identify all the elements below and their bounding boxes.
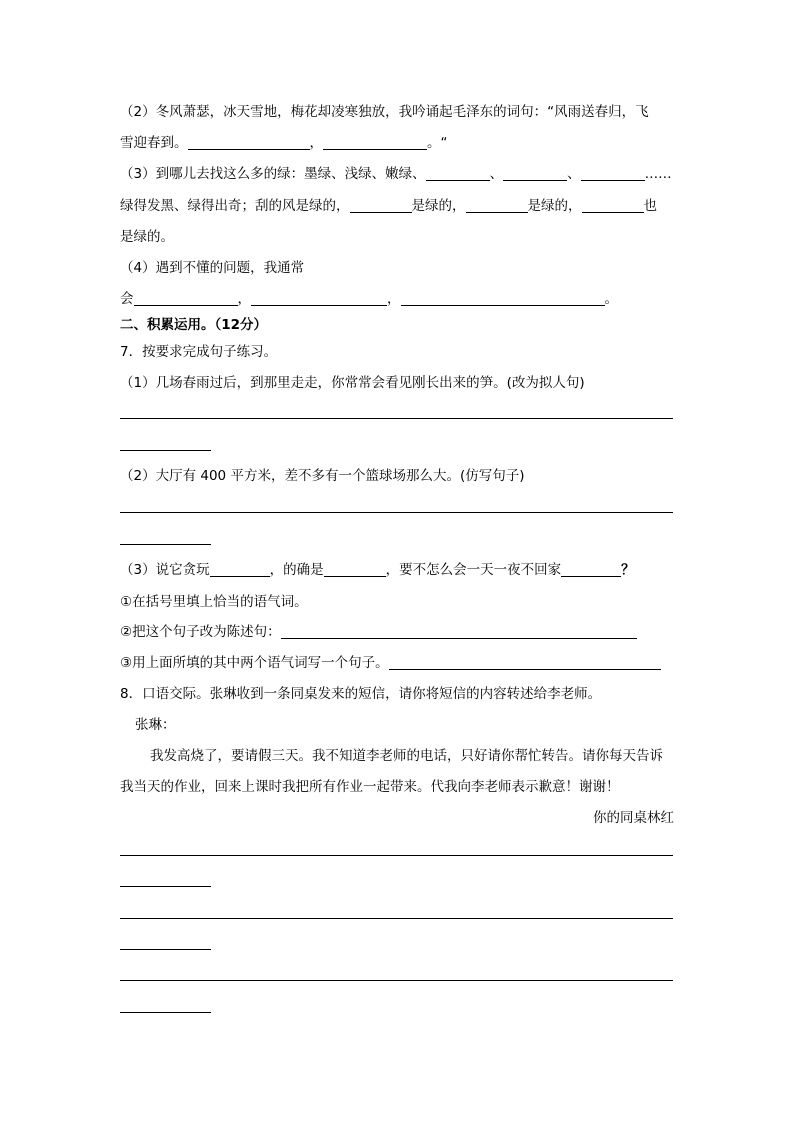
q8-body-line1 — [150, 746, 674, 766]
q6-item2-text-start: 雪迎春到。 — [120, 135, 188, 151]
q6-item3-text-c: 是绿的， — [527, 198, 582, 214]
answer-blank[interactable] — [323, 135, 427, 150]
answer-blank[interactable] — [324, 562, 386, 577]
separator: ， — [387, 291, 401, 307]
answer-blank[interactable] — [389, 655, 661, 670]
q7-sub2 — [120, 622, 674, 642]
q8-body-line2 — [120, 777, 674, 797]
q6-item4-text-end: 。 — [604, 291, 618, 307]
q6-item3-line3 — [120, 227, 674, 247]
separator: 、 — [489, 166, 504, 182]
answer-blank[interactable] — [466, 198, 528, 213]
q7-item1 — [120, 373, 674, 393]
q6-item3-text-end: …… — [644, 166, 672, 182]
q6-item2-text: （2）冬风萧瑟，冰天雪地，梅花却凌寒独放，我吟诵起毛泽东的词句：“风雨送春归，飞 — [120, 104, 649, 120]
q6-item4-text-start: 会 — [120, 291, 134, 307]
q8-title-text: 8．口语交际。张琳收到一条同桌发来的短信，请你将短信的内容转述给李老师。 — [120, 686, 602, 702]
q8-body-text-2: 我当天的作业，回来上课时我把所有作业一起带来。代我向李老师表示歉意！谢谢！ — [120, 779, 620, 795]
q7-sub3-text: ③用上面所填的其中两个语气词写一个句子。 — [120, 655, 389, 671]
q7-item3 — [120, 560, 674, 580]
q8-signature-text: 你的同桌林红 — [593, 810, 674, 826]
answer-line[interactable] — [120, 418, 673, 419]
q6-item2-line2 — [120, 133, 674, 153]
q8-salutation-text: 张琳： — [135, 717, 176, 733]
q6-item2-line1 — [120, 102, 674, 122]
answer-line[interactable] — [120, 980, 673, 981]
q6-item4-line1 — [120, 258, 674, 278]
q7-item3-text-c: ，要不怎么会一天一夜不回家 — [385, 562, 562, 578]
q6-item3-text-start: （3）到哪儿去找这么多的绿：墨绿、浅绿、嫩绿、 — [120, 166, 426, 182]
q6-item3-text-b: 是绿的， — [411, 198, 466, 214]
q7-sub1-text: ①在括号里填上恰当的语气词。 — [120, 594, 308, 610]
answer-blank[interactable] — [251, 291, 387, 306]
answer-blank[interactable] — [281, 624, 637, 639]
q7-sub1 — [120, 592, 674, 612]
answer-blank[interactable] — [561, 562, 621, 577]
q7-title — [120, 342, 674, 362]
q6-item4-line2 — [120, 289, 674, 309]
separator: ， — [309, 135, 323, 151]
answer-line-short[interactable] — [120, 886, 211, 887]
q8-body-text-1: 我发高烧了，要请假三天。我不知道李老师的电话，只好请你帮忙转告。请你每天告诉 — [150, 748, 663, 764]
answer-line-short[interactable] — [120, 1012, 211, 1013]
q8-salutation — [135, 715, 689, 735]
answer-blank[interactable] — [210, 562, 270, 577]
answer-line-short[interactable] — [120, 949, 211, 950]
q6-item3-text-e: 是绿的。 — [120, 229, 174, 245]
q6-item3-line2 — [120, 196, 674, 216]
q7-item1-text: （1）几场春雨过后，到那里走走，你常常会看见刚长出来的笋。(改为拟人句) — [120, 375, 585, 391]
q6-item3-text-d: 也 — [643, 198, 657, 214]
section-heading-text: 二、积累运用。（12分） — [120, 317, 268, 333]
answer-line[interactable] — [120, 918, 673, 919]
q6-item3-line1 — [120, 164, 674, 184]
separator: ， — [237, 291, 251, 307]
q8-signature — [593, 808, 674, 828]
answer-line-short[interactable] — [120, 450, 211, 451]
q7-sub2-text: ②把这个句子改为陈述句： — [120, 624, 281, 640]
answer-blank[interactable] — [582, 198, 644, 213]
q7-item2 — [120, 466, 674, 486]
q8-title — [120, 684, 674, 704]
answer-blank[interactable] — [188, 135, 310, 150]
answer-line-short[interactable] — [120, 544, 211, 545]
q7-item3-text-b: ，的确是 — [269, 562, 324, 578]
answer-blank[interactable] — [503, 166, 567, 181]
answer-line[interactable] — [120, 512, 673, 513]
answer-blank[interactable] — [426, 166, 490, 181]
q7-title-text: 7．按要求完成句子练习。 — [120, 344, 278, 360]
q7-item2-text: （2）大厅有 400 平方米，差不多有一个篮球场那么大。(仿写句子) — [120, 468, 525, 484]
q7-sub3 — [120, 653, 674, 673]
answer-line[interactable] — [120, 855, 673, 856]
answer-blank[interactable] — [350, 198, 412, 213]
answer-blank[interactable] — [134, 291, 238, 306]
q6-item4-text: （4）遇到不懂的问题，我通常 — [120, 260, 305, 276]
q7-item3-text-a: （3）说它贪玩 — [120, 562, 210, 578]
q6-item2-text-end: 。“ — [427, 135, 448, 151]
q7-item3-text-d: ？ — [621, 562, 635, 578]
separator: 、 — [567, 166, 581, 182]
section-heading — [120, 315, 674, 335]
q6-item3-text-a: 绿得发黑、绿得出奇；刮的风是绿的， — [120, 198, 350, 214]
answer-blank[interactable] — [401, 291, 605, 306]
answer-blank[interactable] — [581, 166, 645, 181]
